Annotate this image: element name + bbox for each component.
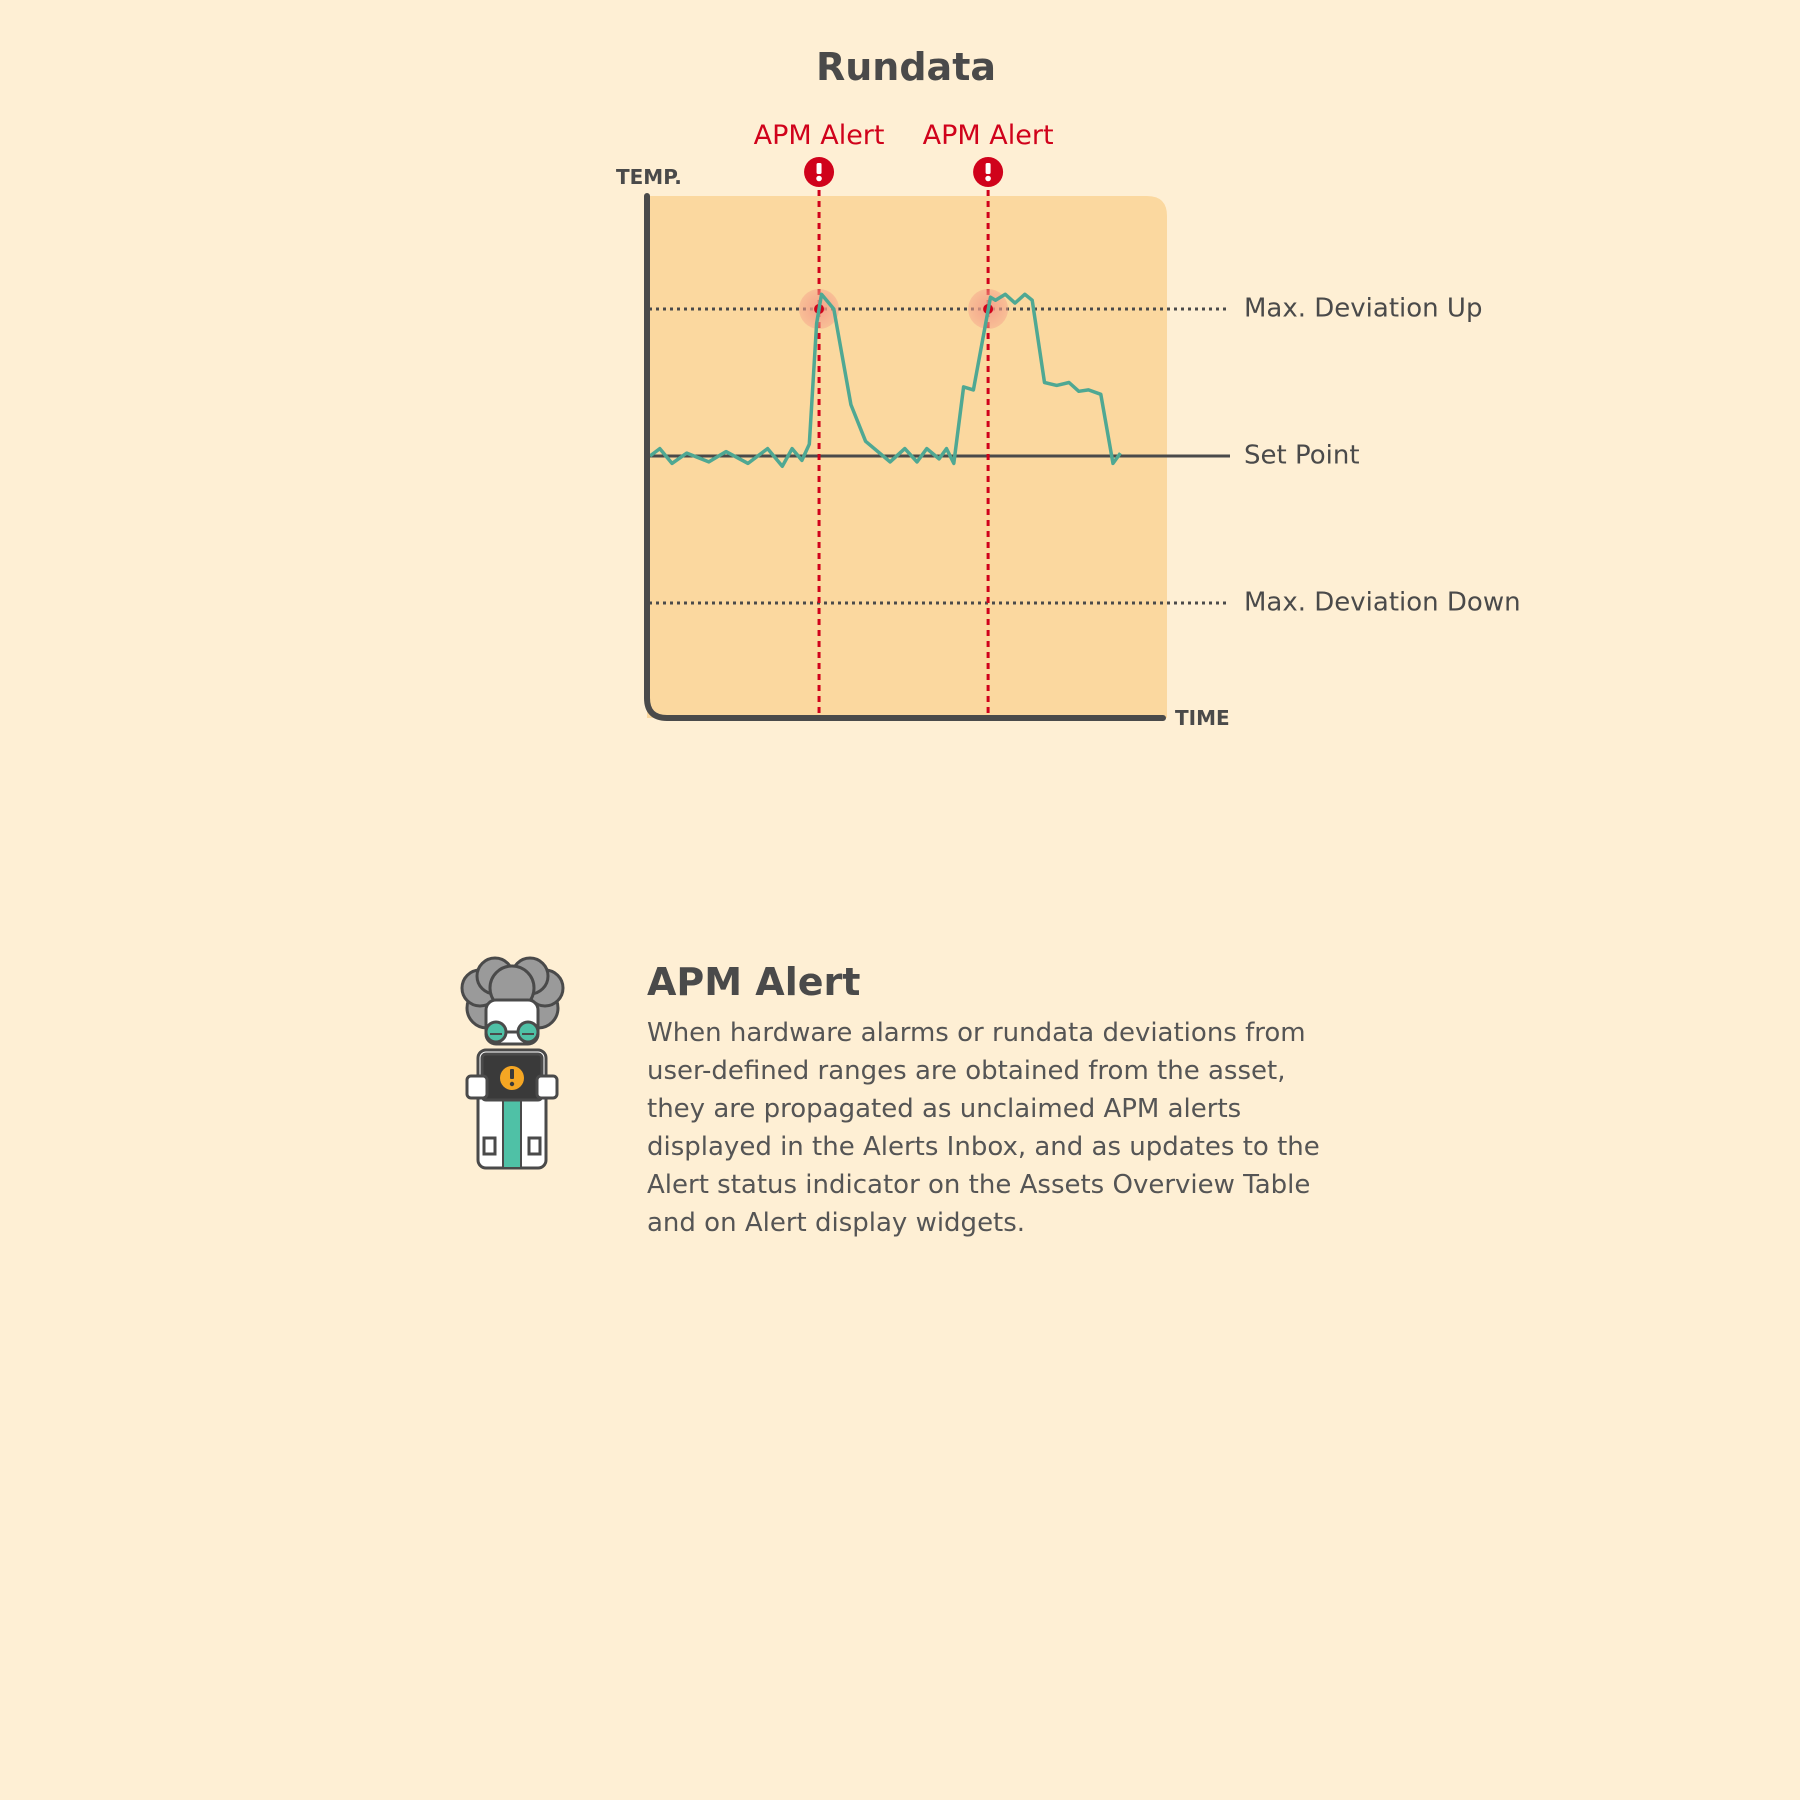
max-deviation-down-label: Max. Deviation Down [1244, 587, 1521, 618]
alert-label: APM Alert [922, 120, 1054, 151]
description-title: APM Alert [647, 960, 861, 1004]
exclamation-circle-icon [973, 157, 1003, 187]
max-deviation-up-label: Max. Deviation Up [1244, 293, 1483, 324]
x-axis-label: TIME [1175, 706, 1230, 730]
set-point-label: Set Point [1244, 440, 1360, 471]
scientist-mascot-icon [462, 958, 563, 1168]
description-text: When hardware alarms or rundata deviations from user-defined ranges are obtained from the asset, they are propagated as unclaimed APM alerts displayed in the Alerts Inbox, and as updates to the Alert status indicator on the Assets Overview Table and on Alert display widgets. [647, 1018, 1320, 1238]
description-block [647, 960, 1347, 1242]
exclamation-circle-icon [804, 157, 834, 187]
chart-title: Rundata [815, 45, 997, 89]
y-axis-label: TEMP. [616, 165, 682, 189]
alert-label: APM Alert [753, 120, 885, 151]
